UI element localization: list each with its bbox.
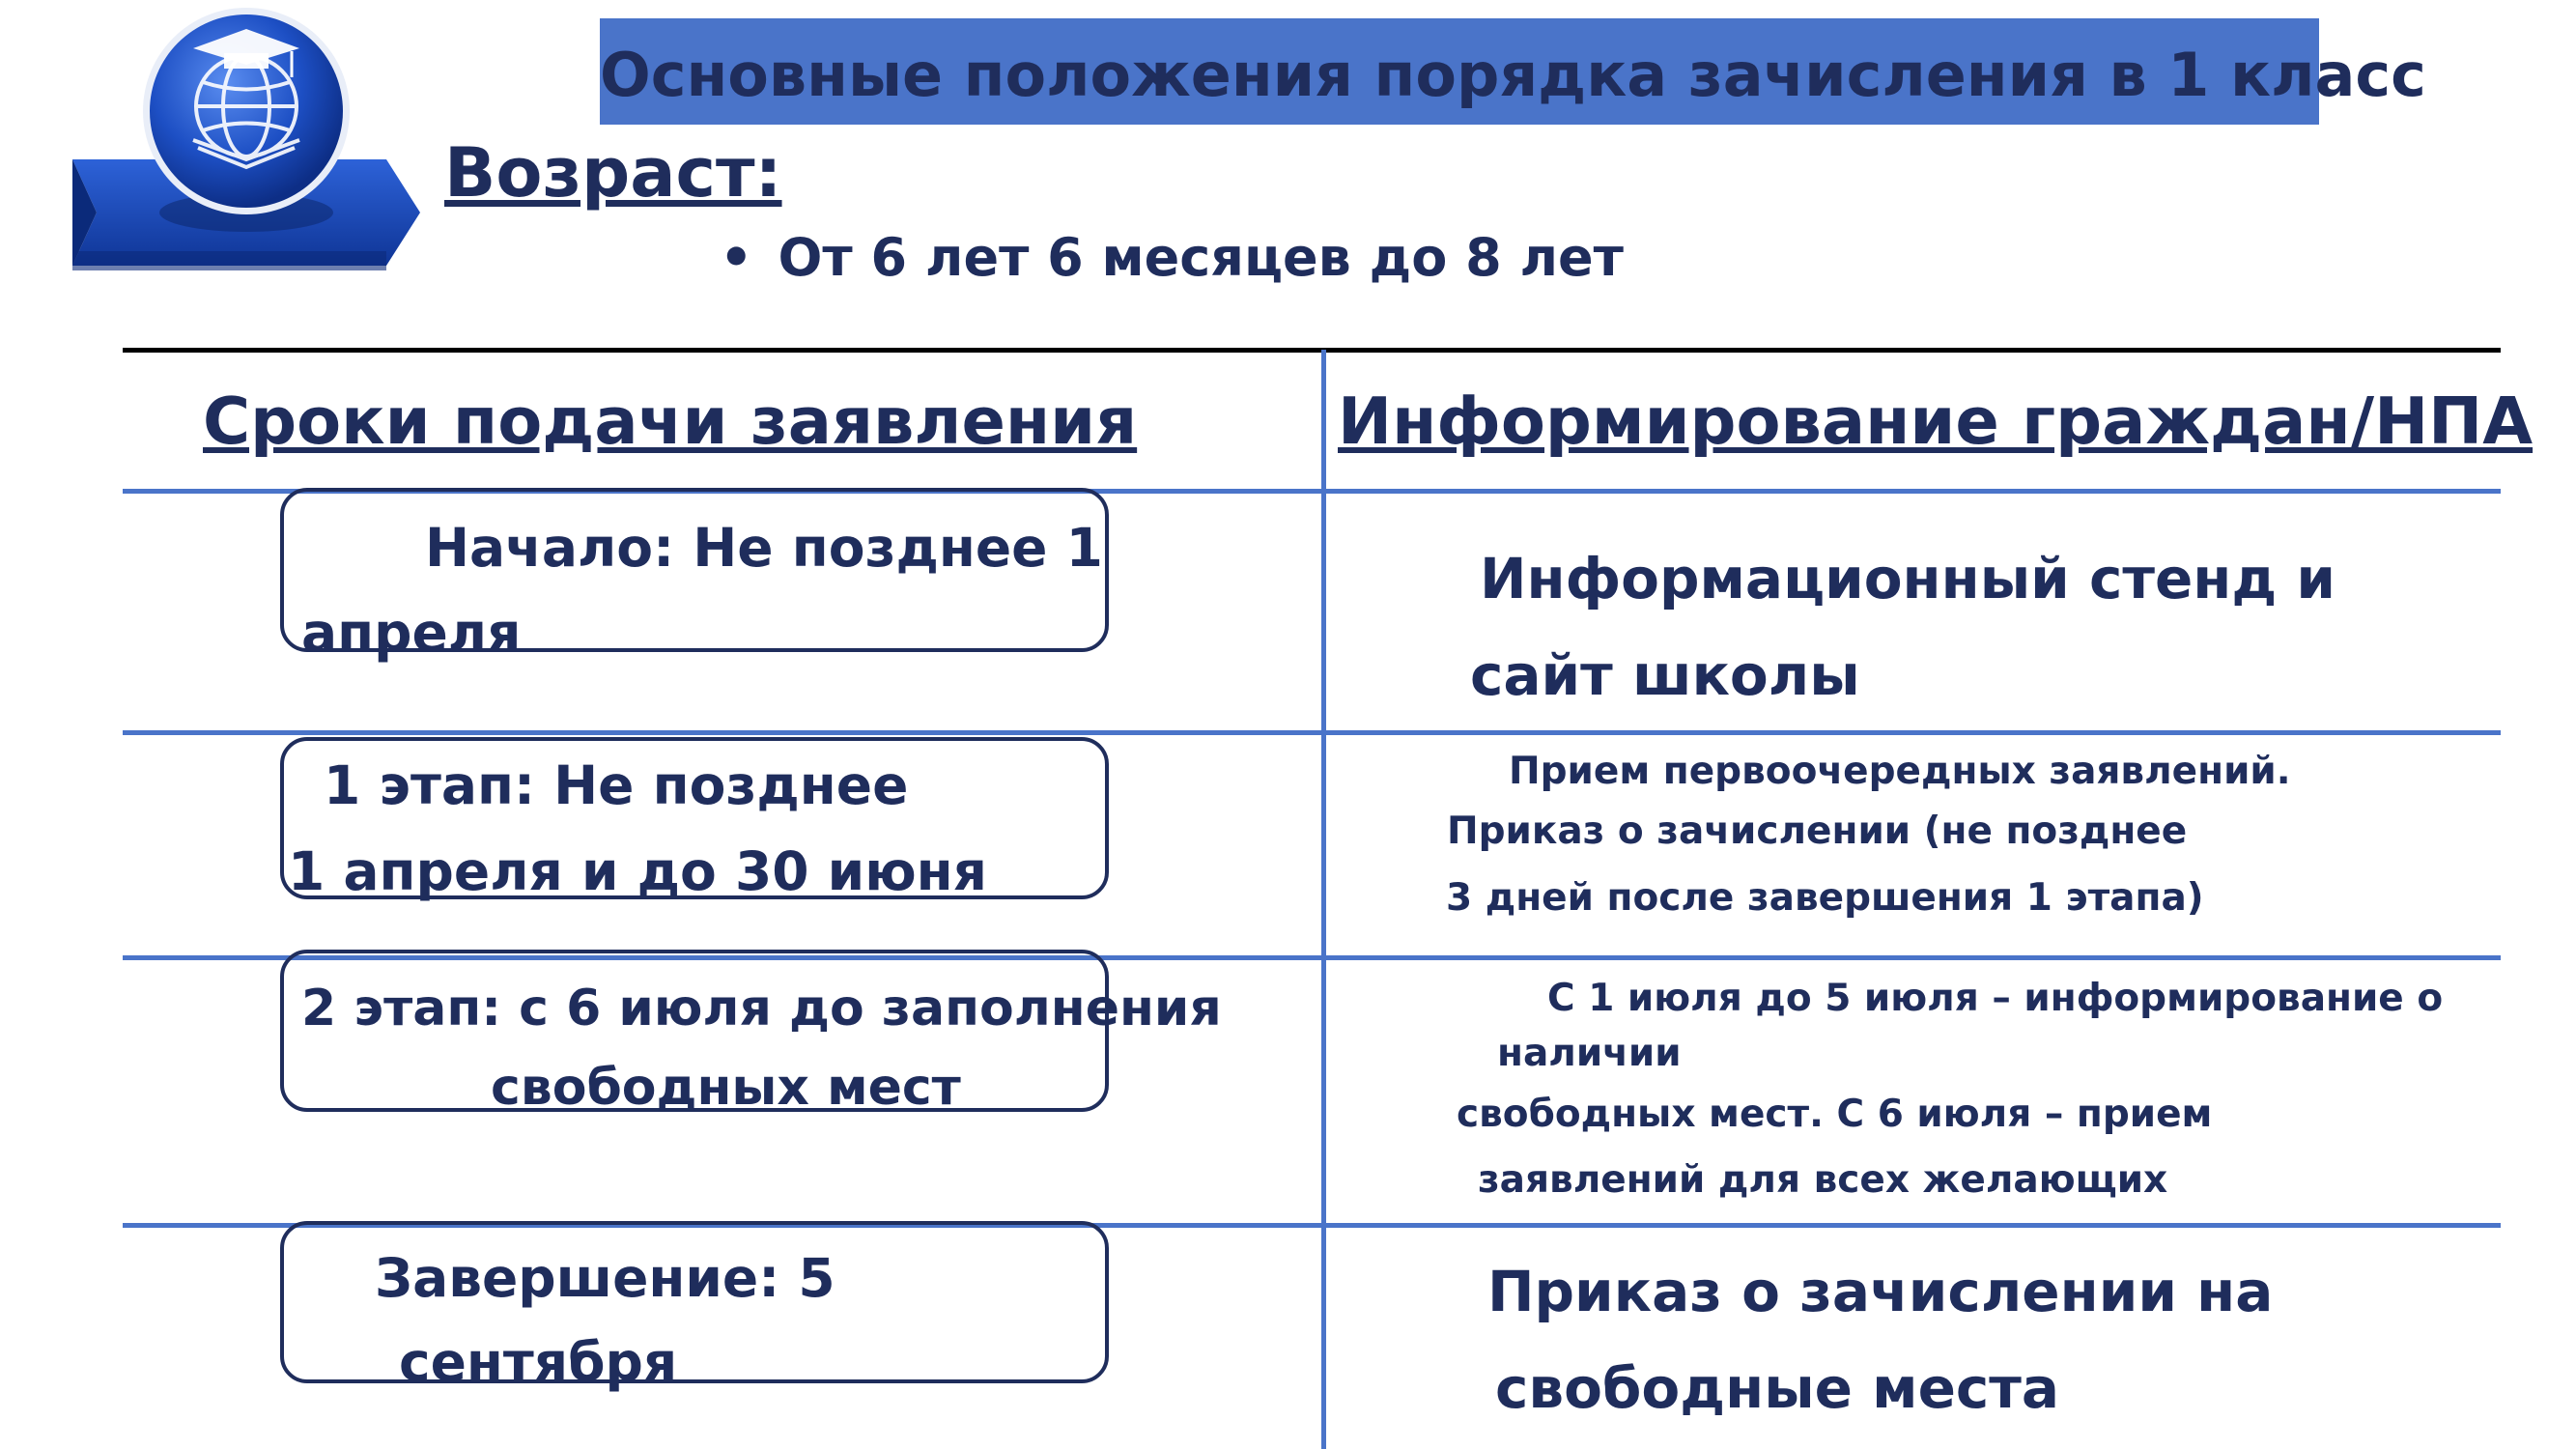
row-divider (123, 730, 2501, 735)
info-row3-line1: С 1 июля до 5 июля – информирование о (1547, 977, 2444, 1020)
age-range-text: От 6 лет 6 месяцев до 8 лет (778, 227, 1624, 288)
info-row2-line2: Приказ о зачислении (не позднее (1447, 810, 2188, 853)
info-row1-line1: Информационный стенд и (1480, 546, 2336, 611)
stage-start-line2: апреля (301, 602, 522, 664)
stage-2-line1: 2 этап: с 6 июля до заполнения (301, 980, 1222, 1037)
info-row4-line1: Приказ о зачислении на (1487, 1259, 2274, 1324)
stage-end-line2: сентября (399, 1331, 678, 1393)
logo (68, 5, 425, 285)
page-title: Основные положения порядка зачисления в 1 класс (600, 40, 2426, 110)
info-row3-line2: наличии (1497, 1032, 1682, 1075)
stage-2-line2: свободных мест (491, 1059, 961, 1117)
info-row1-line2: сайт школы (1470, 642, 1860, 708)
info-row3-line4: заявлений для всех желающих (1478, 1158, 2168, 1202)
stage-1-line2: 1 апреля и до 30 июня (288, 840, 987, 902)
column-divider (1321, 350, 1326, 1449)
stage-start-line1: Начало: Не позднее 1 (425, 517, 1103, 579)
age-label: Возраст: (444, 133, 782, 213)
bullet-icon: • (720, 227, 753, 288)
table-top-border (123, 348, 2501, 353)
info-row4-line2: свободные места (1495, 1355, 2060, 1421)
stage-end-line1: Завершение: 5 (375, 1247, 835, 1309)
info-row2-line3: 3 дней после завершения 1 этапа) (1446, 876, 2204, 920)
left-column-header: Сроки подачи заявления (203, 384, 1138, 459)
stage-1-line1: 1 этап: Не позднее (324, 754, 909, 816)
info-row3-line3: свободных мест. С 6 июля – прием (1457, 1093, 2213, 1136)
right-column-header: Информирование граждан/НПА (1338, 384, 2534, 459)
age-bullet-item (720, 227, 1624, 288)
graduation-globe-icon (68, 5, 425, 285)
info-row2-line1: Прием первоочередных заявлений. (1509, 750, 2291, 793)
